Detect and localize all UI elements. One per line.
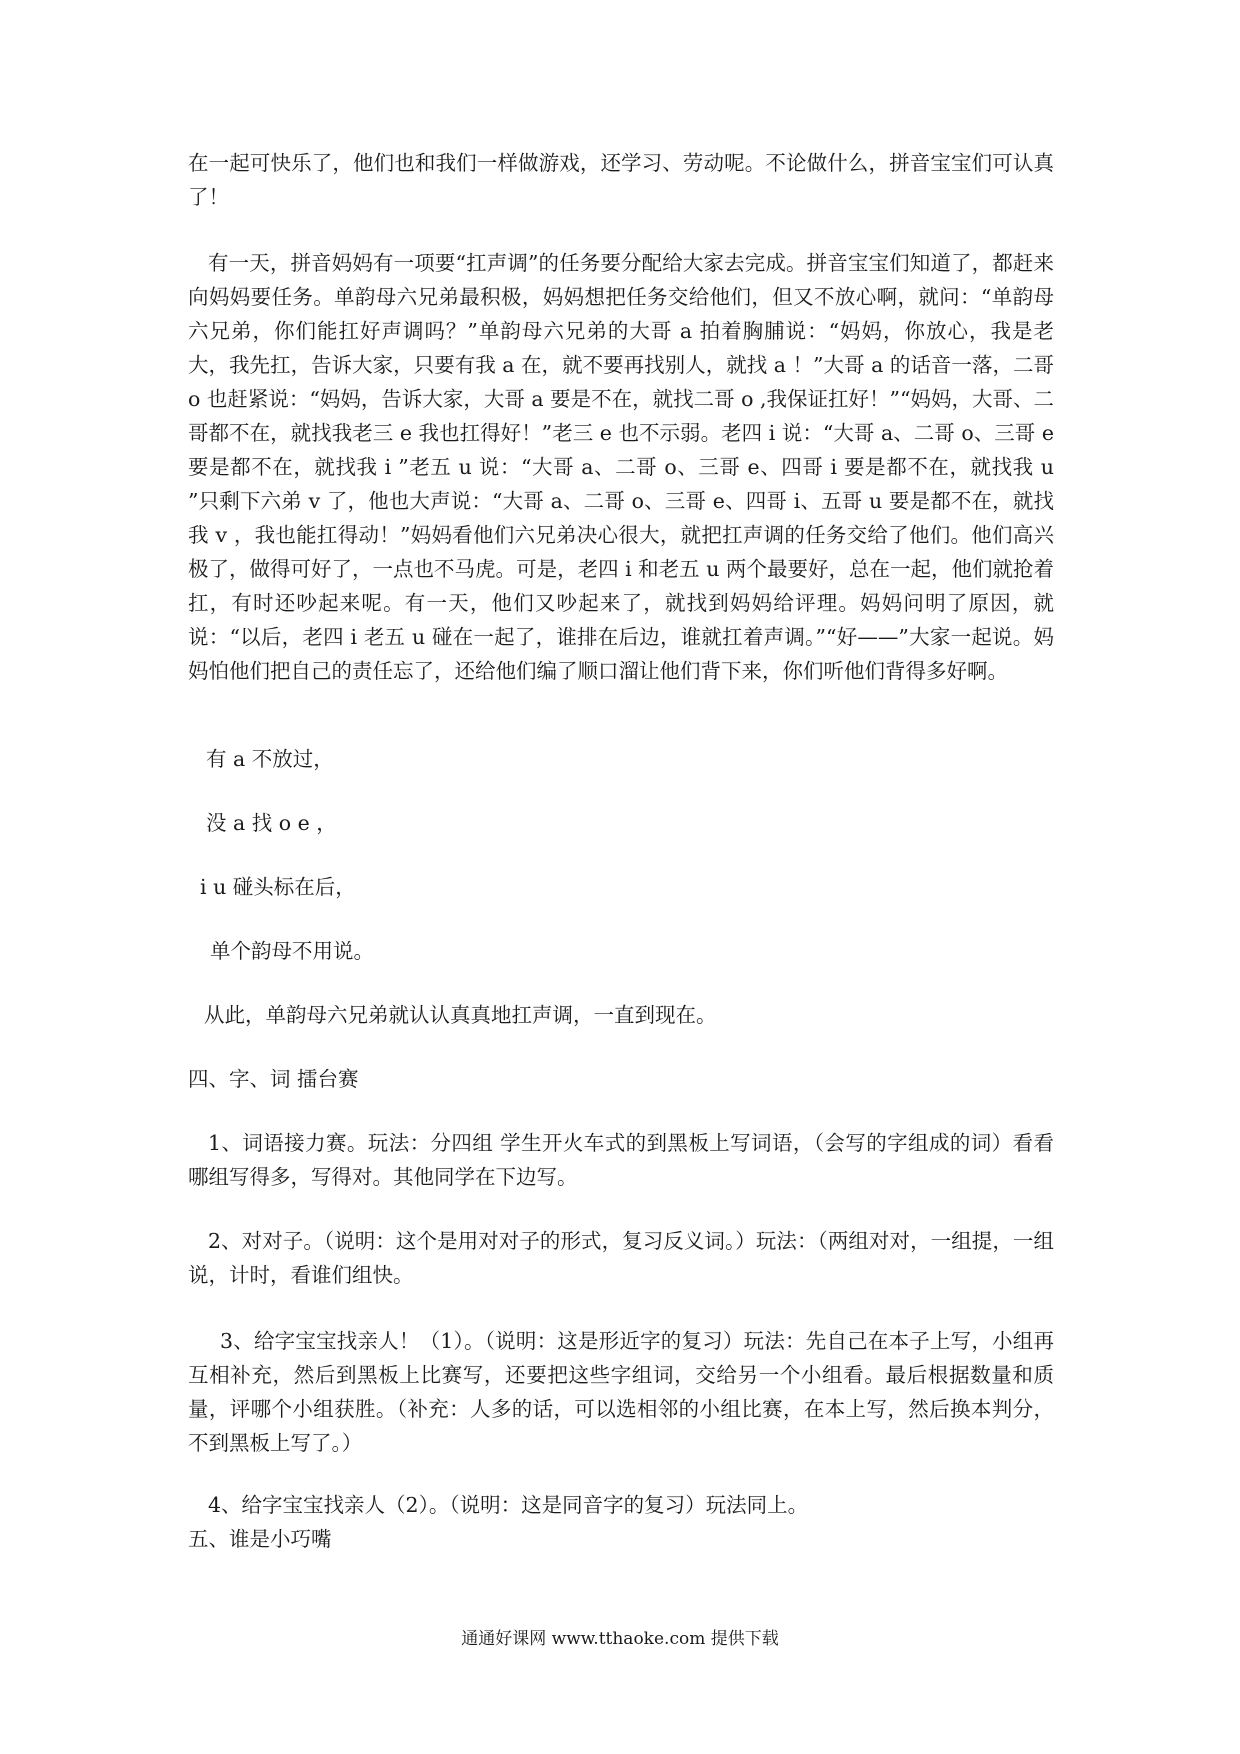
rhyme-line-2: 没 a 找 o e ， bbox=[206, 811, 337, 835]
list-item-2: 2、对对子。（说明：这个是用对对子的形式，复习反义词。）玩法：（两组对对，一组提，一组说，计时，看谁们组快。 bbox=[188, 1229, 1054, 1287]
section-heading-4: 四、字、词 擂台赛 bbox=[188, 1067, 359, 1091]
list-item-3: 3、给字宝宝找亲人！（1）。（说明：这是形近字的复习）玩法：先自己在本子上写，小组再互相补充，然后到黑板上比赛写，还要把这些字组词，交给另一个小组看。最后根据数量和质量，评哪个小组获胜。（补充：人多的话，可以选相邻的小组比赛，在本上写，然后换本判分，不到黑板上写了。） bbox=[188, 1329, 1054, 1455]
section-heading-5: 五、谁是小巧嘴 bbox=[188, 1527, 332, 1551]
page-footer: 通通好课网 www.tthaoke.com 提供下载 bbox=[461, 1629, 779, 1649]
paragraph-1: 在一起可快乐了，他们也和我们一样做游戏，还学习、劳动呢。不论做什么，拼音宝宝们可认真了！ bbox=[188, 151, 1054, 209]
list-item-1: 1、词语接力赛。玩法：分四组 学生开火车式的到黑板上写词语，（会写的字组成的词）看看哪组写得多，写得对。其他同学在下边写。 bbox=[188, 1131, 1054, 1189]
paragraph-conclusion: 从此，单韵母六兄弟就认认真真地扛声调，一直到现在。 bbox=[204, 1003, 717, 1027]
list-item-4: 4、给字宝宝找亲人（2）。（说明：这是同音字的复习）玩法同上。 bbox=[208, 1493, 809, 1517]
rhyme-line-4: 单个韵母不用说。 bbox=[210, 939, 374, 963]
paragraph-story: 有一天，拼音妈妈有一项要“扛声调”的任务要分配给大家去完成。拼音宝宝们知道了，都赶来向妈妈要任务。单韵母六兄弟最积极，妈妈想把任务交给他们，但又不放心啊，就问：“单韵母六兄弟，你们能扛好声调吗？”单韵母六兄弟的大哥 a 拍着胸脯说：“妈妈，你放心，我是老大，我先扛，告诉大家，只要有我 a 在，就不要再找别人，就找 a ！”大哥 a 的话音一落，二哥 o 也赶紧说：“妈妈，告诉大家，大哥 a 要是不在，就找二哥 o ,我保证扛好！”“妈妈，大哥、二哥都不在，就找我老三 e 我也扛得好！”老三 e 也不示弱。老四 i 说：“大哥 a、二哥 o、三哥 e 要是都不在，就找我 i ”老五 u 说：“大哥 a、二哥 o、三哥 e、四哥 i 要是都不在，就找我 u ”只剩下六弟 v 了，他也大声说：“大哥 a、二哥 o、三哥 e、四哥 i、五哥 u 要是都不在，就找我 v ，我也能扛得动！”妈妈看他们六兄弟决心很大，就把扛声调的任务交给了他们。他们高兴极了，做得可好了，一点也不马虎。可是，老四 i 和老五 u 两个最要好，总在一起，他们就抢着扛，有时还吵起来呢。有一天，他们又吵起来了，就找到妈妈给评理。妈妈问明了原因，就说：“以后，老四 i 老五 u 碰在一起了，谁排在后边，谁就扛着声调。”“好——”大家一起说。妈妈怕他们把自己的责任忘了，还给他们编了顺口溜让他们背下来，你们听他们背得多好啊。 bbox=[188, 251, 1054, 683]
rhyme-line-3: i u 碰头标在后， bbox=[200, 875, 356, 899]
rhyme-line-1: 有 a 不放过， bbox=[206, 747, 334, 771]
